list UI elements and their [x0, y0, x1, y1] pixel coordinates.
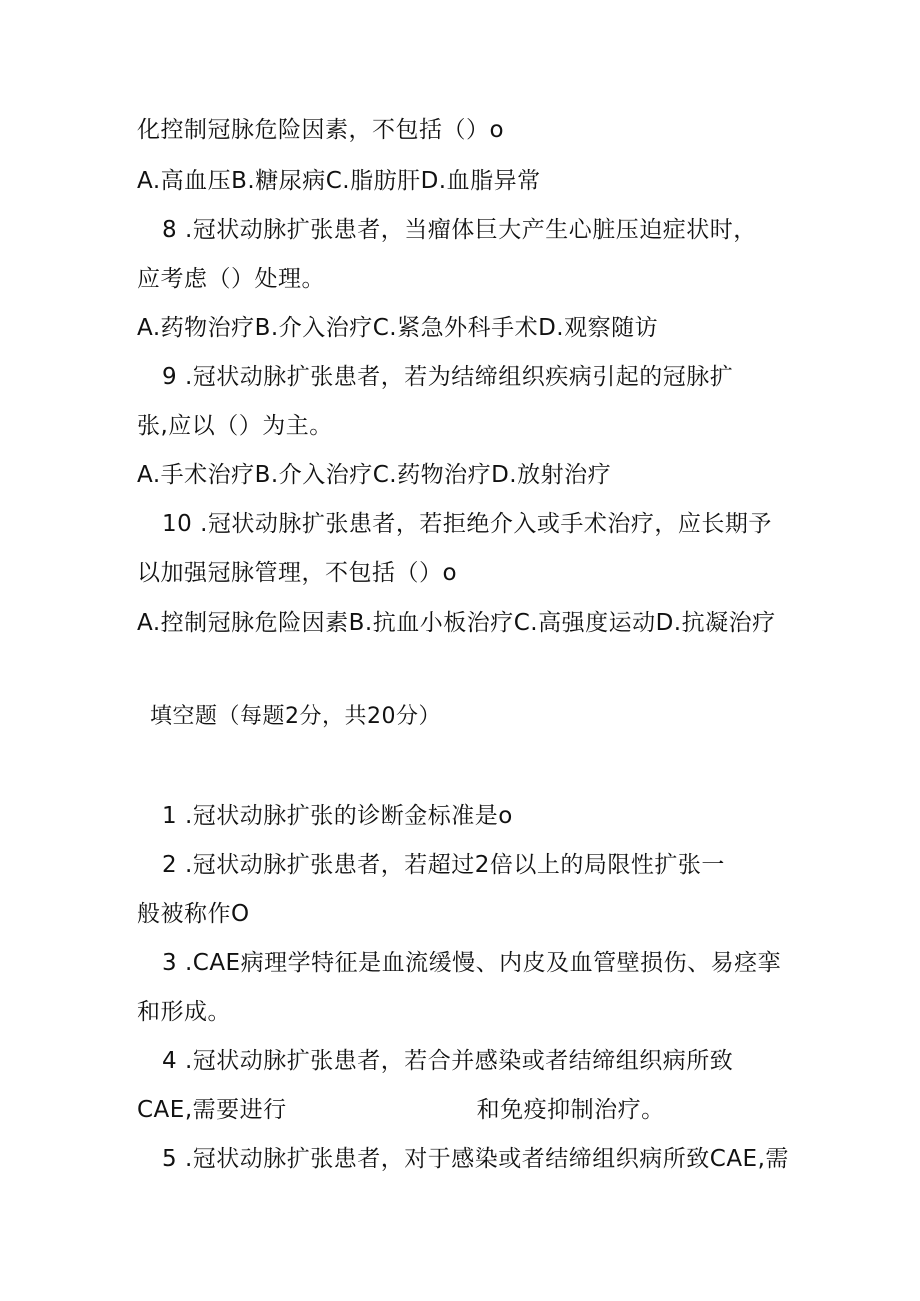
question-9: 9 .冠状动脉扩张患者，若为结缔组织疾病引起的冠脉扩 — [162, 364, 734, 390]
fill-question-3: 3 .CAE病理学特征是血流缓慢、内皮及血管壁损伤、易痉挛 — [162, 950, 782, 976]
text-line: 化控制冠脉危险因素，不包括（）o — [137, 117, 505, 143]
text-line: 应考虑（）处理。 — [137, 266, 325, 292]
text-line — [137, 1095, 665, 1125]
fill-question-2: 2 .冠状动脉扩张患者，若超过2倍以上的局限性扩张一 — [162, 852, 725, 878]
question-10: 10 .冠状动脉扩张患者，若拒绝介入或手术治疗，应长期予 — [162, 511, 772, 537]
options-line: A.高血压B.糖尿病C.脂肪肝D.血脂异常 — [137, 168, 541, 194]
options-line: A.手术治疗B.介入治疗C.药物治疗D.放射治疗 — [137, 462, 612, 488]
text-line: 以加强冠脉管理，不包括（）o — [137, 560, 458, 586]
question-8: 8 .冠状动脉扩张患者，当瘤体巨大产生心脏压迫症状时， — [162, 217, 757, 243]
text-segment: 和免疫抑制治疗。 — [476, 1097, 665, 1123]
fill-question-1: 1 .冠状动脉扩张的诊断金标准是o — [162, 803, 513, 829]
fill-question-4: 4 .冠状动脉扩张患者，若合并感染或者结缔组织病所致 — [162, 1048, 734, 1074]
text-line: 般被称作O — [137, 901, 250, 927]
text-segment: CAE,需要进行 — [137, 1097, 287, 1123]
text-line: 和形成。 — [137, 999, 231, 1025]
options-line: A.药物治疗B.介入治疗C.紧急外科手术D.观察随访 — [137, 315, 659, 341]
options-line: A.控制冠脉危险因素B.抗血小板治疗C.高强度运动D.抗凝治疗 — [137, 610, 776, 636]
section-heading: 填空题（每题2分，共20分） — [150, 704, 441, 729]
text-line: 张,应以（）为主。 — [137, 413, 333, 439]
fill-question-5: 5 .冠状动脉扩张患者，对于感染或者结缔组织病所致CAE,需 — [162, 1146, 789, 1172]
